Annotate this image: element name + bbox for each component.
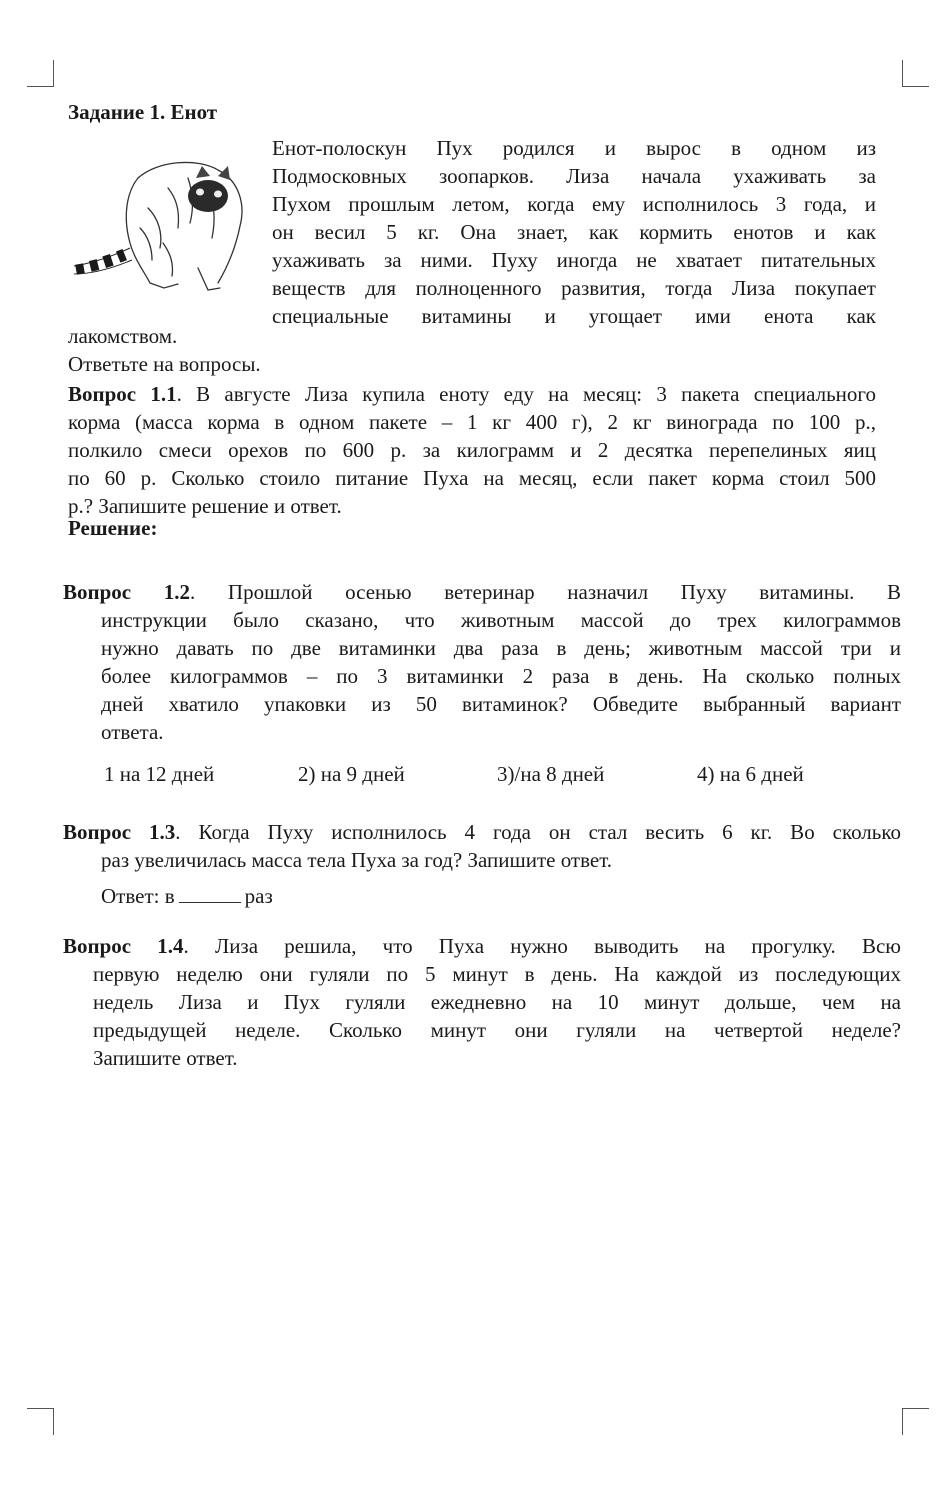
answer-option-4[interactable]: 4) на 6 дней	[697, 762, 804, 786]
question-line: недель Лиза и Пух гуляли ежедневно на 10 минут дольше, чем на	[93, 990, 901, 1014]
question-text: . Когда Пуху исполнилось 4 года он стал весить 6 кг. Во сколько	[175, 820, 901, 844]
answer-suffix: раз	[244, 884, 273, 908]
question-line: корма (масса корма в одном пакете – 1 кг 400 г), 2 кг винограда по 100 р.,	[68, 410, 876, 434]
question-line: нужно давать по две витаминки два раза в день; животным массой три и	[101, 636, 901, 660]
question-line	[68, 380, 876, 408]
answer-option-2[interactable]: 2) на 9 дней	[298, 762, 405, 786]
question-1-3	[63, 818, 901, 874]
question-text: . Лиза решила, что Пуха нужно выводить на прогулку. Всю	[183, 934, 901, 958]
question-line: предыдущей неделе. Сколько минут они гуляли на четвертой неделе?	[93, 1018, 901, 1042]
question-line: ответа.	[101, 720, 164, 744]
question-line: первую неделю они гуляли по 5 минут в день. На каждой из последующих	[93, 962, 901, 986]
question-text: . Прошлой осенью ветеринар назначил Пуху витамины. В	[190, 580, 901, 604]
question-line	[63, 818, 901, 846]
question-line: раз увеличилась масса тела Пуха за год? Запишите ответ.	[101, 848, 613, 872]
question-line: более килограммов – по 3 витаминки 2 раза в день. На сколько полных	[101, 664, 901, 688]
solution-label: Решение:	[68, 516, 158, 540]
answer-prompt: Ответьте на вопросы.	[68, 352, 261, 376]
answer-prefix: Ответ: в	[101, 884, 175, 908]
question-1-1	[68, 380, 876, 520]
crop-mark-bottom-left	[27, 1408, 54, 1435]
crop-mark-top-right	[902, 60, 929, 87]
intro-line: Пухом прошлым летом, когда ему исполнилось 3 года, и	[272, 192, 876, 216]
intro-line: он весил 5 кг. Она знает, как кормить енотов и как	[272, 220, 876, 244]
raccoon-illustration	[68, 148, 256, 308]
question-line: р.? Запишите решение и ответ.	[68, 494, 342, 518]
question-line	[63, 578, 901, 606]
question-label: Вопрос 1.3	[63, 820, 176, 844]
question-line: дней хватило упаковки из 50 витаминок? Обведите выбранный вариант	[101, 692, 901, 716]
question-1-2	[63, 578, 901, 746]
crop-mark-top-left	[27, 60, 54, 87]
answer-option-1[interactable]: 1 на 12 дней	[104, 762, 215, 786]
question-text: . В августе Лиза купила еноту еду на месяц: 3 пакета специального	[176, 382, 876, 406]
question-label: Вопрос 1.1	[68, 382, 177, 406]
task-title: Задание 1. Енот	[68, 100, 218, 124]
intro-line: веществ для полноценного развития, тогда Лиза покупает	[272, 276, 876, 300]
question-line: инструкции было сказано, что животным массой до трех килограммов	[101, 608, 901, 632]
question-label: Вопрос 1.2	[63, 580, 191, 604]
answer-blank[interactable]	[179, 884, 241, 903]
intro-line: Енот-полоскун Пух родился и вырос в одном из	[272, 136, 876, 160]
intro-line-last: лакомством.	[68, 324, 178, 348]
answer-line	[101, 882, 273, 910]
question-1-4	[63, 932, 901, 1072]
question-line: по 60 р. Сколько стоило питание Пуха на месяц, если пакет корма стоил 500	[68, 466, 876, 490]
question-label: Вопрос 1.4	[63, 934, 184, 958]
task-intro-paragraph	[272, 134, 876, 330]
intro-line: ухаживать за ними. Пуху иногда не хватает питательных	[272, 248, 876, 272]
question-line: полкило смеси орехов по 600 р. за килограмм и 2 десятка перепелиных яиц	[68, 438, 876, 462]
answer-option-3[interactable]: 3)/на 8 дней	[497, 762, 605, 786]
question-line: Запишите ответ.	[93, 1046, 238, 1070]
intro-line: специальные витамины и угощает ими енота как	[272, 304, 876, 328]
crop-mark-bottom-right	[902, 1408, 929, 1435]
intro-line: Подмосковных зоопарков. Лиза начала ухаживать за	[272, 164, 876, 188]
question-line	[63, 932, 901, 960]
